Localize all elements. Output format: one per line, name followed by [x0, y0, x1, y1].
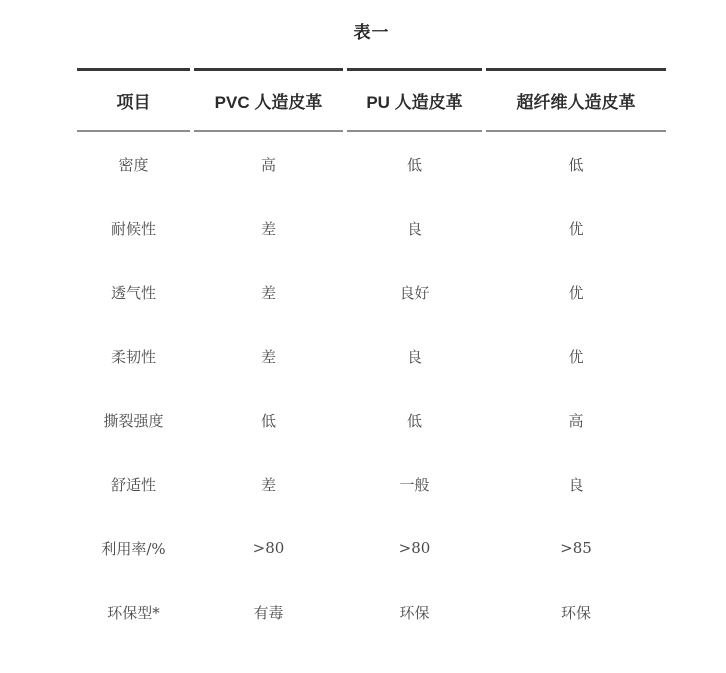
cell-value: 差	[260, 283, 276, 302]
cell-value: 优	[568, 283, 584, 302]
cell-value: 优	[568, 347, 584, 366]
row-label: 撕裂强度	[103, 411, 164, 430]
cell-value: >80	[398, 539, 431, 557]
table-row	[77, 132, 666, 196]
column-header-pvc: PVC 人造皮革	[194, 68, 343, 132]
cell-value: 低	[260, 411, 276, 430]
table-row	[77, 516, 666, 580]
cell-value: >85	[560, 539, 592, 557]
cell-value: 优	[568, 219, 584, 238]
cell-value: 环保	[560, 603, 591, 622]
cell-value: 差	[260, 475, 276, 494]
cell-value: 一般	[399, 475, 430, 494]
row-label: 柔韧性	[110, 347, 156, 366]
table-caption: 表一	[353, 23, 390, 42]
row-label: 舒适性	[110, 475, 156, 494]
cell-value: 良	[406, 219, 422, 238]
cell-value: 差	[260, 219, 276, 238]
row-label: 环保型*	[107, 603, 160, 622]
cell-value: 差	[260, 347, 276, 366]
cell-value: 良	[406, 347, 422, 366]
column-header-item: 项目	[77, 68, 190, 132]
row-label: 利用率/%	[101, 539, 166, 558]
row-label: 透气性	[110, 283, 156, 302]
cell-value: 低	[568, 155, 584, 174]
column-header-microfiber: 超纤维人造皮革	[486, 68, 666, 132]
cell-value: 环保	[399, 603, 430, 622]
column-header-pu: PU 人造皮革	[347, 68, 482, 132]
cell-value: 良	[568, 475, 584, 494]
table-row	[77, 260, 666, 324]
row-label: 密度	[118, 155, 149, 174]
table-header	[77, 68, 666, 132]
cell-value: >80	[252, 539, 285, 557]
table-row	[77, 324, 666, 388]
cell-value: 低	[406, 155, 422, 174]
cell-value: 良好	[399, 283, 430, 302]
table-row	[77, 196, 666, 260]
cell-value: 低	[406, 411, 422, 430]
cell-value: 有毒	[253, 603, 284, 622]
table-one	[73, 20, 670, 644]
comparison-table	[73, 68, 670, 644]
table-row	[77, 388, 666, 452]
cell-value: 高	[260, 155, 276, 174]
table-row	[77, 452, 666, 516]
table-row	[77, 580, 666, 644]
cell-value: 高	[568, 411, 584, 430]
table-body	[77, 132, 666, 644]
row-label: 耐候性	[110, 219, 156, 238]
header-row	[77, 68, 666, 132]
